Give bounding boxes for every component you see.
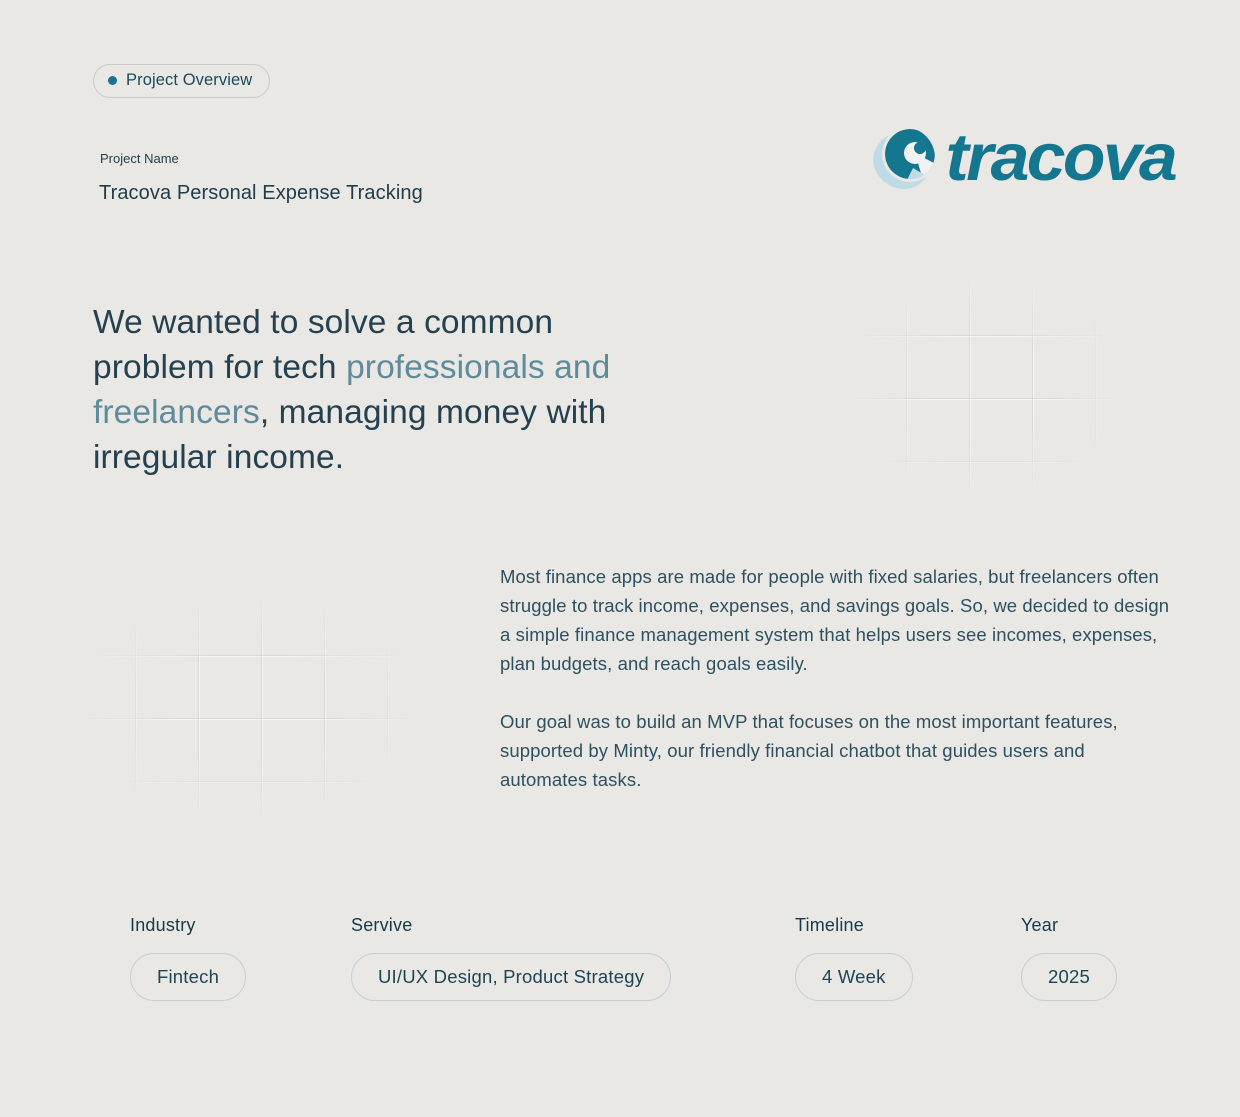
meta-year [1021,915,1117,1001]
project-description [500,562,1172,794]
meta-industry-label: Industry [130,915,196,935]
headline [93,300,658,480]
description-paragraph-1: Most finance apps are made for people with fixed salaries, but freelancers often struggle to track income, expenses, and savings goals. So, we decided to design a simple finance management system that helps users see incomes, expenses, plan budgets, and reach goals easily. [500,566,1170,674]
project-name-value: Tracova Personal Expense Tracking [99,182,423,204]
meta-timeline [795,915,913,1001]
grid-pattern-decoration-left [72,592,424,822]
meta-timeline-label: Timeline [795,915,864,935]
meta-service-pill: UI/UX Design, Product Strategy [351,953,671,1001]
meta-industry [130,915,246,1001]
tracova-mark-icon [873,126,937,190]
headline-pre: We wanted to solve a common problem for tech [93,304,554,386]
meta-service-label: Servive [351,915,413,935]
meta-service [351,915,671,1001]
grid-pattern-decoration-right [843,272,1125,500]
description-paragraph-2: Our goal was to build an MVP that focuses on the most important features, supported by Minty, our friendly financial chatbot that guides users and automates tasks. [500,711,1118,790]
headline-highlight: professionals and freelancers [93,349,611,431]
badge-label: Project Overview [126,71,253,89]
badge-dot-icon [108,76,117,85]
meta-timeline-pill: 4 Week [795,953,913,1001]
tracova-wordmark: tracova [945,120,1176,195]
headline-post: , managing money with irregular income. [93,394,607,476]
project-overview-badge [93,64,270,98]
tracova-logo [873,120,1177,195]
meta-year-pill: 2025 [1021,953,1117,1001]
meta-year-label: Year [1021,915,1059,935]
meta-industry-pill: Fintech [130,953,246,1001]
project-name-label: Project Name [100,151,179,166]
